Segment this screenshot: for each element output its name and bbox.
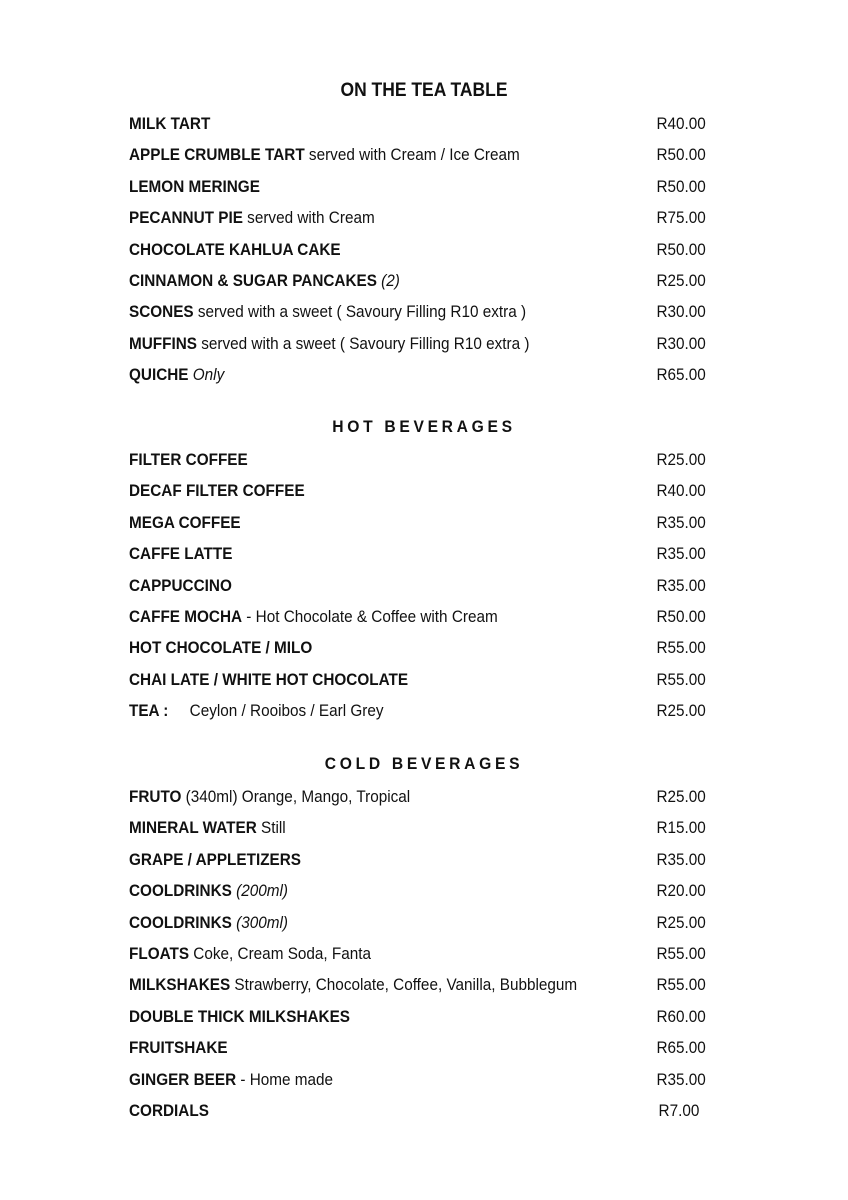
item-price: R40.00 <box>656 481 706 501</box>
item-name: CORDIALS <box>129 1100 209 1120</box>
item-price: R75.00 <box>656 208 706 228</box>
item-price: R20.00 <box>656 881 706 901</box>
item-description: served with Cream / Ice Cream <box>304 145 520 165</box>
item-description: served with a sweet ( Savoury Filling R10 extra ) <box>196 333 530 353</box>
menu-item <box>0 875 848 906</box>
item-name: GRAPE / APPLETIZERS <box>129 849 302 869</box>
item-description: served with a sweet ( Savoury Filling R10 extra ) <box>193 302 527 322</box>
menu-item <box>0 139 848 170</box>
menu-item <box>0 171 848 202</box>
section-hot-beverages <box>0 412 848 727</box>
item-name: QUICHE <box>129 365 189 385</box>
menu-list <box>0 781 848 1126</box>
item-name: CAPPUCCINO <box>129 575 232 595</box>
item-name: MEGA COFFEE <box>129 512 241 532</box>
menu-item <box>0 781 848 812</box>
item-price: R30.00 <box>656 302 706 322</box>
item-price: R50.00 <box>656 606 706 626</box>
item-name: MUFFINS <box>129 333 197 353</box>
item-name: DOUBLE THICK MILKSHAKES <box>129 1006 351 1026</box>
item-price: R30.00 <box>656 333 706 353</box>
item-name: TEA : <box>129 701 169 721</box>
menu-item <box>0 475 848 506</box>
item-description: Only <box>188 365 225 385</box>
item-price: R60.00 <box>656 1006 706 1026</box>
item-name: CHAI LATE / WHITE HOT CHOCOLATE <box>129 669 409 689</box>
menu-item <box>0 507 848 538</box>
item-price: R55.00 <box>656 943 706 963</box>
item-name: MILKSHAKES <box>129 975 231 995</box>
section-title: ON THE TEA TABLE <box>340 80 508 101</box>
item-description: (2) <box>376 270 400 290</box>
item-description: Strawberry, Chocolate, Coffee, Vanilla, Bubblegum <box>230 975 578 995</box>
item-price: R35.00 <box>656 512 706 532</box>
menu-item <box>0 938 848 969</box>
section-cold-beverages <box>0 749 848 1126</box>
item-description: - Hot Chocolate & Coffee with Cream <box>242 606 498 626</box>
item-description: (340ml) Orange, Mango, Tropical <box>181 787 411 806</box>
menu-item <box>0 632 848 663</box>
menu-item <box>0 296 848 327</box>
section-title: HOT BEVERAGES <box>332 417 516 436</box>
item-price: R55.00 <box>656 638 706 658</box>
item-description: (200ml) <box>231 881 288 901</box>
menu-item <box>0 969 848 1000</box>
item-description: (300ml) <box>231 912 288 932</box>
item-name: MINERAL WATER <box>129 818 257 838</box>
item-name: DECAF FILTER COFFEE <box>129 481 305 501</box>
item-price: R55.00 <box>656 975 706 995</box>
item-name: FRUITSHAKE <box>129 1038 228 1058</box>
item-price: R25.00 <box>656 450 706 469</box>
item-name: APPLE CRUMBLE TART <box>129 145 305 165</box>
menu-item <box>0 1095 848 1126</box>
item-price: R25.00 <box>656 701 706 721</box>
item-price: R25.00 <box>656 270 706 290</box>
item-price: R35.00 <box>656 544 706 564</box>
menu-item <box>0 812 848 843</box>
item-name: MILK TART <box>129 114 211 133</box>
item-name: PECANNUT PIE <box>129 208 243 228</box>
item-description: Coke, Cream Soda, Fanta <box>189 943 372 963</box>
item-price: R25.00 <box>656 787 706 806</box>
menu-item <box>0 844 848 875</box>
item-name: FILTER COFFEE <box>129 450 248 469</box>
menu-item <box>0 265 848 296</box>
item-name: HOT CHOCOLATE / MILO <box>129 638 313 658</box>
item-price: R25.00 <box>656 912 706 932</box>
item-name: GINGER BEER <box>129 1069 237 1089</box>
menu-item <box>0 202 848 233</box>
section-tea-table <box>0 76 848 391</box>
menu-item <box>0 907 848 938</box>
item-price: R50.00 <box>656 239 706 259</box>
item-name: CINNAMON & SUGAR PANCAKES <box>129 270 377 290</box>
item-price: R15.00 <box>656 818 706 838</box>
menu-item <box>0 1001 848 1032</box>
menu-item <box>0 601 848 632</box>
menu-item <box>0 664 848 695</box>
item-name: FLOATS <box>129 943 190 963</box>
item-description: served with Cream <box>242 208 375 228</box>
item-name: CAFFE MOCHA <box>129 606 243 626</box>
menu-item <box>0 444 848 475</box>
item-price: R35.00 <box>656 849 706 869</box>
item-price: R7.00 <box>658 1100 699 1120</box>
item-description: Ceylon / Rooibos / Earl Grey <box>168 701 384 721</box>
item-description: Still <box>256 818 286 838</box>
item-price: R40.00 <box>656 114 706 133</box>
item-name: CHOCOLATE KAHLUA CAKE <box>129 239 341 259</box>
item-price: R50.00 <box>656 145 706 165</box>
item-price: R55.00 <box>656 669 706 689</box>
menu-item <box>0 234 848 265</box>
menu-list <box>0 108 848 391</box>
item-name: COOLDRINKS <box>129 881 232 901</box>
menu-item <box>0 359 848 390</box>
item-price: R65.00 <box>656 1038 706 1058</box>
menu-item <box>0 570 848 601</box>
item-price: R50.00 <box>656 176 706 196</box>
menu-item <box>0 695 848 726</box>
item-price: R35.00 <box>656 1069 706 1089</box>
menu-item <box>0 538 848 569</box>
item-name: COOLDRINKS <box>129 912 232 932</box>
item-price: R35.00 <box>656 575 706 595</box>
item-name: SCONES <box>129 302 194 322</box>
menu-list <box>0 444 848 727</box>
item-name: FRUTO <box>129 787 182 806</box>
menu-item <box>0 1032 848 1063</box>
item-name: LEMON MERINGE <box>129 176 260 196</box>
item-price: R65.00 <box>656 365 706 385</box>
section-title: COLD BEVERAGES <box>324 754 524 773</box>
menu-item <box>0 108 848 139</box>
item-name: CAFFE LATTE <box>129 544 233 564</box>
item-description: - Home made <box>236 1069 334 1089</box>
menu-item <box>0 1064 848 1095</box>
menu-item <box>0 328 848 359</box>
